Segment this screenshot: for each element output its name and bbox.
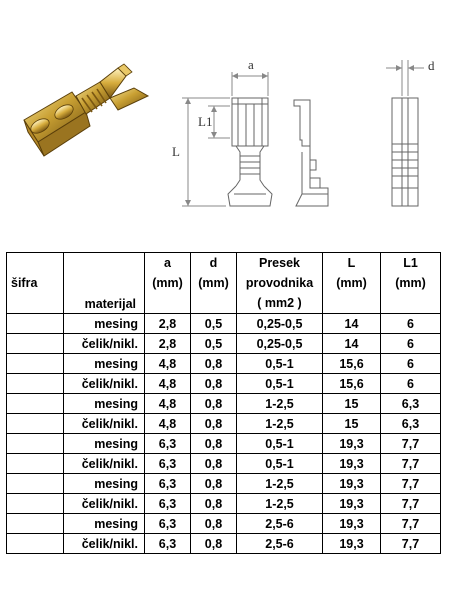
code-cell xyxy=(7,354,64,374)
table-row xyxy=(7,394,441,414)
L-cell: 15,6 xyxy=(323,374,381,394)
dim-label-d: d xyxy=(428,58,435,73)
end-view xyxy=(392,98,418,206)
connector-photo xyxy=(14,62,154,172)
d-cell: 0,8 xyxy=(191,434,237,454)
a-cell: 6,3 xyxy=(145,454,191,474)
presek-cell: 0,5-1 xyxy=(237,374,323,394)
header-L1-blank xyxy=(381,293,441,314)
a-cell: 2,8 xyxy=(145,334,191,354)
L1-cell: 6 xyxy=(381,354,441,374)
table-row xyxy=(7,374,441,394)
L-cell: 14 xyxy=(323,334,381,354)
d-cell: 0,8 xyxy=(191,514,237,534)
d-cell: 0,8 xyxy=(191,394,237,414)
code-cell xyxy=(7,314,64,334)
presek-cell: 0,5-1 xyxy=(237,454,323,474)
dim-label-L: L xyxy=(172,144,180,159)
material-cell: mesing xyxy=(64,514,145,534)
header-a: a xyxy=(145,253,191,274)
code-cell xyxy=(7,454,64,474)
L1-cell: 7,7 xyxy=(381,494,441,514)
code-cell xyxy=(7,414,64,434)
table-row xyxy=(7,474,441,494)
L1-cell: 7,7 xyxy=(381,454,441,474)
header-L-unit: (mm) xyxy=(323,273,381,293)
header-L-blank xyxy=(323,293,381,314)
header-a-blank xyxy=(145,293,191,314)
header-d-unit: (mm) xyxy=(191,273,237,293)
L-cell: 19,3 xyxy=(323,434,381,454)
table-row xyxy=(7,534,441,554)
a-cell: 6,3 xyxy=(145,514,191,534)
presek-cell: 1-2,5 xyxy=(237,474,323,494)
table-row xyxy=(7,434,441,454)
material-cell: mesing xyxy=(64,354,145,374)
L-cell: 19,3 xyxy=(323,454,381,474)
code-cell xyxy=(7,514,64,534)
front-view xyxy=(228,98,272,206)
L1-cell: 6 xyxy=(381,374,441,394)
code-cell xyxy=(7,434,64,454)
header-presek-3: ( mm2 ) xyxy=(237,293,323,314)
L-cell: 19,3 xyxy=(323,494,381,514)
d-cell: 0,5 xyxy=(191,334,237,354)
product-header xyxy=(0,0,450,245)
table-row xyxy=(7,494,441,514)
presek-cell: 2,5-6 xyxy=(237,534,323,554)
header-presek-1: Presek xyxy=(237,253,323,274)
presek-cell: 1-2,5 xyxy=(237,494,323,514)
L1-cell: 7,7 xyxy=(381,514,441,534)
table-row xyxy=(7,354,441,374)
header-sifra: šifra xyxy=(7,253,64,314)
header-materijal: materijal xyxy=(64,253,145,314)
L-cell: 19,3 xyxy=(323,474,381,494)
code-cell xyxy=(7,494,64,514)
technical-drawing xyxy=(160,48,450,218)
a-cell: 4,8 xyxy=(145,374,191,394)
a-cell: 4,8 xyxy=(145,414,191,434)
table-row xyxy=(7,314,441,334)
material-cell: čelik/nikl. xyxy=(64,454,145,474)
a-cell: 6,3 xyxy=(145,494,191,514)
code-cell xyxy=(7,394,64,414)
side-view xyxy=(294,100,328,206)
header-d-blank xyxy=(191,293,237,314)
code-cell xyxy=(7,374,64,394)
d-cell: 0,8 xyxy=(191,474,237,494)
material-cell: čelik/nikl. xyxy=(64,334,145,354)
d-cell: 0,8 xyxy=(191,374,237,394)
L1-cell: 7,7 xyxy=(381,434,441,454)
material-cell: mesing xyxy=(64,434,145,454)
L-cell: 15 xyxy=(323,394,381,414)
table-row xyxy=(7,334,441,354)
L-cell: 19,3 xyxy=(323,514,381,534)
a-cell: 6,3 xyxy=(145,534,191,554)
d-cell: 0,8 xyxy=(191,494,237,514)
d-cell: 0,8 xyxy=(191,534,237,554)
L1-cell: 6 xyxy=(381,314,441,334)
a-cell: 4,8 xyxy=(145,394,191,414)
header-d: d xyxy=(191,253,237,274)
L-cell: 14 xyxy=(323,314,381,334)
presek-cell: 0,25-0,5 xyxy=(237,314,323,334)
L1-cell: 7,7 xyxy=(381,474,441,494)
header-L1: L1 xyxy=(381,253,441,274)
material-cell: čelik/nikl. xyxy=(64,534,145,554)
code-cell xyxy=(7,334,64,354)
presek-cell: 0,5-1 xyxy=(237,354,323,374)
table-row xyxy=(7,514,441,534)
header-row-1 xyxy=(7,253,441,274)
presek-cell: 1-2,5 xyxy=(237,394,323,414)
L-cell: 15 xyxy=(323,414,381,434)
material-cell: mesing xyxy=(64,314,145,334)
spec-table xyxy=(6,252,441,554)
dim-label-a: a xyxy=(248,57,254,72)
L-cell: 15,6 xyxy=(323,354,381,374)
header-presek-2: provodnika xyxy=(237,273,323,293)
L1-cell: 7,7 xyxy=(381,534,441,554)
code-cell xyxy=(7,534,64,554)
a-cell: 2,8 xyxy=(145,314,191,334)
header-L: L xyxy=(323,253,381,274)
material-cell: čelik/nikl. xyxy=(64,494,145,514)
d-cell: 0,8 xyxy=(191,354,237,374)
presek-cell: 0,25-0,5 xyxy=(237,334,323,354)
material-cell: mesing xyxy=(64,474,145,494)
material-cell: čelik/nikl. xyxy=(64,414,145,434)
L1-cell: 6,3 xyxy=(381,414,441,434)
a-cell: 6,3 xyxy=(145,434,191,454)
code-cell xyxy=(7,474,64,494)
material-cell: čelik/nikl. xyxy=(64,374,145,394)
a-cell: 4,8 xyxy=(145,354,191,374)
L1-cell: 6 xyxy=(381,334,441,354)
presek-cell: 0,5-1 xyxy=(237,434,323,454)
material-cell: mesing xyxy=(64,394,145,414)
d-cell: 0,8 xyxy=(191,454,237,474)
presek-cell: 1-2,5 xyxy=(237,414,323,434)
dim-label-L1: L1 xyxy=(198,114,213,129)
L-cell: 19,3 xyxy=(323,534,381,554)
table-row xyxy=(7,414,441,434)
header-L1-unit: (mm) xyxy=(381,273,441,293)
presek-cell: 2,5-6 xyxy=(237,514,323,534)
header-a-unit: (mm) xyxy=(145,273,191,293)
d-cell: 0,5 xyxy=(191,314,237,334)
a-cell: 6,3 xyxy=(145,474,191,494)
d-cell: 0,8 xyxy=(191,414,237,434)
table-row xyxy=(7,454,441,474)
L1-cell: 6,3 xyxy=(381,394,441,414)
